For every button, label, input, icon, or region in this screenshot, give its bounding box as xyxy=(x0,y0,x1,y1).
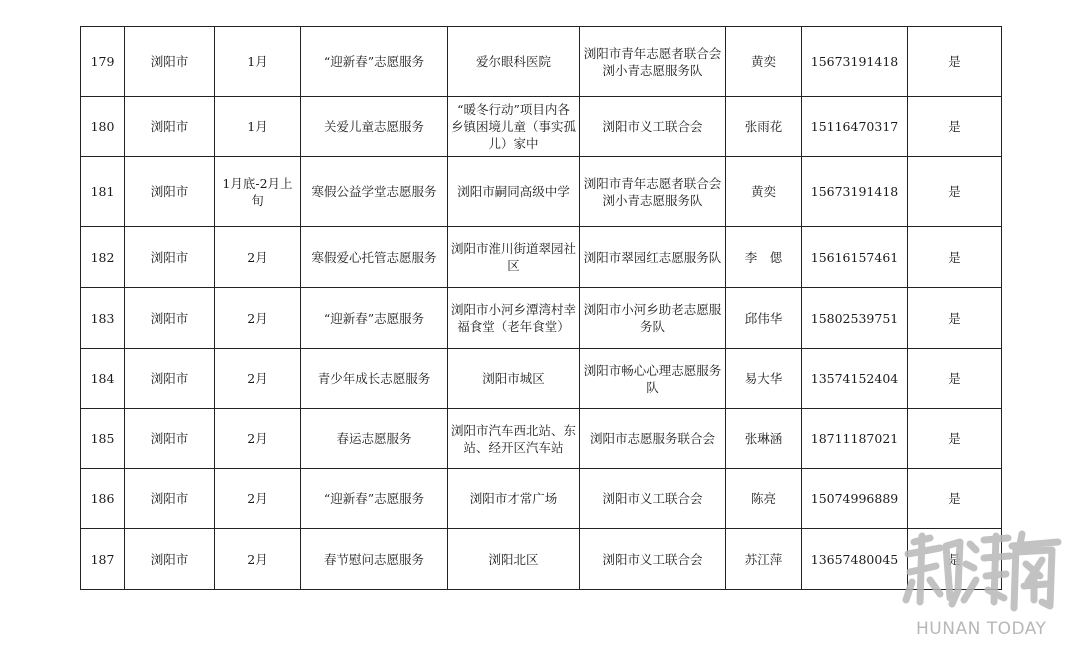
cell-flag: 是 xyxy=(908,227,1002,288)
table-row xyxy=(81,157,1002,227)
cell-phone: 15074996889 xyxy=(802,469,908,529)
cell-phone: 15673191418 xyxy=(802,27,908,97)
table-row xyxy=(81,349,1002,409)
cell-phone: 15116470317 xyxy=(802,97,908,157)
cell-flag: 是 xyxy=(908,157,1002,227)
cell-no: 181 xyxy=(81,157,125,227)
table-row xyxy=(81,227,1002,288)
cell-time: 2月 xyxy=(215,469,301,529)
cell-phone: 13657480045 xyxy=(802,529,908,590)
cell-city: 浏阳市 xyxy=(125,157,215,227)
cell-time: 2月 xyxy=(215,227,301,288)
table-row xyxy=(81,97,1002,157)
cell-phone: 18711187021 xyxy=(802,409,908,469)
cell-phone: 13574152404 xyxy=(802,349,908,409)
cell-flag: 是 xyxy=(908,27,1002,97)
cell-city: 浏阳市 xyxy=(125,288,215,349)
cell-location: 浏阳市才常广场 xyxy=(448,469,580,529)
cell-org: 浏阳市青年志愿者联合会浏小青志愿服务队 xyxy=(580,27,726,97)
cell-city: 浏阳市 xyxy=(125,27,215,97)
cell-contact: 苏江萍 xyxy=(726,529,802,590)
cell-project: “迎新春”志愿服务 xyxy=(301,27,448,97)
cell-no: 187 xyxy=(81,529,125,590)
cell-contact: 黄奕 xyxy=(726,157,802,227)
cell-project: 青少年成长志愿服务 xyxy=(301,349,448,409)
table-row xyxy=(81,288,1002,349)
table-row xyxy=(81,27,1002,97)
cell-time: 1月 xyxy=(215,97,301,157)
cell-city: 浏阳市 xyxy=(125,469,215,529)
cell-phone: 15802539751 xyxy=(802,288,908,349)
cell-no: 184 xyxy=(81,349,125,409)
cell-location: 浏阳市城区 xyxy=(448,349,580,409)
cell-time: 2月 xyxy=(215,409,301,469)
cell-no: 179 xyxy=(81,27,125,97)
cell-org: 浏阳市志愿服务联合会 xyxy=(580,409,726,469)
table-row xyxy=(81,469,1002,529)
cell-contact: 张琳涵 xyxy=(726,409,802,469)
cell-no: 186 xyxy=(81,469,125,529)
cell-contact: 邱伟华 xyxy=(726,288,802,349)
cell-contact: 李 偲 xyxy=(726,227,802,288)
cell-phone: 15673191418 xyxy=(802,157,908,227)
cell-contact: 黄奕 xyxy=(726,27,802,97)
cell-flag: 是 xyxy=(908,349,1002,409)
cell-time: 2月 xyxy=(215,529,301,590)
cell-flag: 是 xyxy=(908,409,1002,469)
cell-phone: 15616157461 xyxy=(802,227,908,288)
cell-project: 关爱儿童志愿服务 xyxy=(301,97,448,157)
cell-no: 180 xyxy=(81,97,125,157)
cell-location: 浏阳市汽车西北站、东站、经开区汽车站 xyxy=(448,409,580,469)
cell-org: 浏阳市义工联合会 xyxy=(580,529,726,590)
cell-org: 浏阳市义工联合会 xyxy=(580,469,726,529)
cell-city: 浏阳市 xyxy=(125,529,215,590)
cell-flag: 是 xyxy=(908,97,1002,157)
cell-project: 寒假爱心托管志愿服务 xyxy=(301,227,448,288)
cell-city: 浏阳市 xyxy=(125,349,215,409)
cell-no: 183 xyxy=(81,288,125,349)
cell-project: “迎新春”志愿服务 xyxy=(301,469,448,529)
cell-flag: 是 xyxy=(908,529,1002,590)
cell-city: 浏阳市 xyxy=(125,97,215,157)
hunan-today-logo-icon xyxy=(900,528,1065,618)
cell-project: 春运志愿服务 xyxy=(301,409,448,469)
table-row xyxy=(81,529,1002,590)
cell-time: 1月 xyxy=(215,27,301,97)
cell-flag: 是 xyxy=(908,469,1002,529)
cell-contact: 易大华 xyxy=(726,349,802,409)
cell-location: 爱尔眼科医院 xyxy=(448,27,580,97)
cell-city: 浏阳市 xyxy=(125,227,215,288)
cell-location: 浏阳市嗣同高级中学 xyxy=(448,157,580,227)
watermark-text: HUNAN TODAY xyxy=(916,619,1047,639)
cell-no: 185 xyxy=(81,409,125,469)
table-row xyxy=(81,409,1002,469)
cell-location: “暖冬行动”项目内各乡镇困境儿童（事实孤儿）家中 xyxy=(448,97,580,157)
cell-org: 浏阳市义工联合会 xyxy=(580,97,726,157)
cell-time: 2月 xyxy=(215,288,301,349)
cell-project: “迎新春”志愿服务 xyxy=(301,288,448,349)
cell-contact: 陈亮 xyxy=(726,469,802,529)
cell-location: 浏阳北区 xyxy=(448,529,580,590)
cell-time: 1月底-2月上旬 xyxy=(215,157,301,227)
volunteer-table xyxy=(80,26,1002,590)
cell-no: 182 xyxy=(81,227,125,288)
cell-org: 浏阳市翠园红志愿服务队 xyxy=(580,227,726,288)
cell-org: 浏阳市小河乡助老志愿服务队 xyxy=(580,288,726,349)
cell-org: 浏阳市青年志愿者联合会浏小青志愿服务队 xyxy=(580,157,726,227)
cell-project: 春节慰问志愿服务 xyxy=(301,529,448,590)
cell-flag: 是 xyxy=(908,288,1002,349)
cell-org: 浏阳市畅心心理志愿服务队 xyxy=(580,349,726,409)
cell-location: 浏阳市小河乡潭湾村幸福食堂（老年食堂） xyxy=(448,288,580,349)
cell-time: 2月 xyxy=(215,349,301,409)
cell-contact: 张雨花 xyxy=(726,97,802,157)
cell-location: 浏阳市淮川街道翠园社区 xyxy=(448,227,580,288)
cell-project: 寒假公益学堂志愿服务 xyxy=(301,157,448,227)
cell-city: 浏阳市 xyxy=(125,409,215,469)
